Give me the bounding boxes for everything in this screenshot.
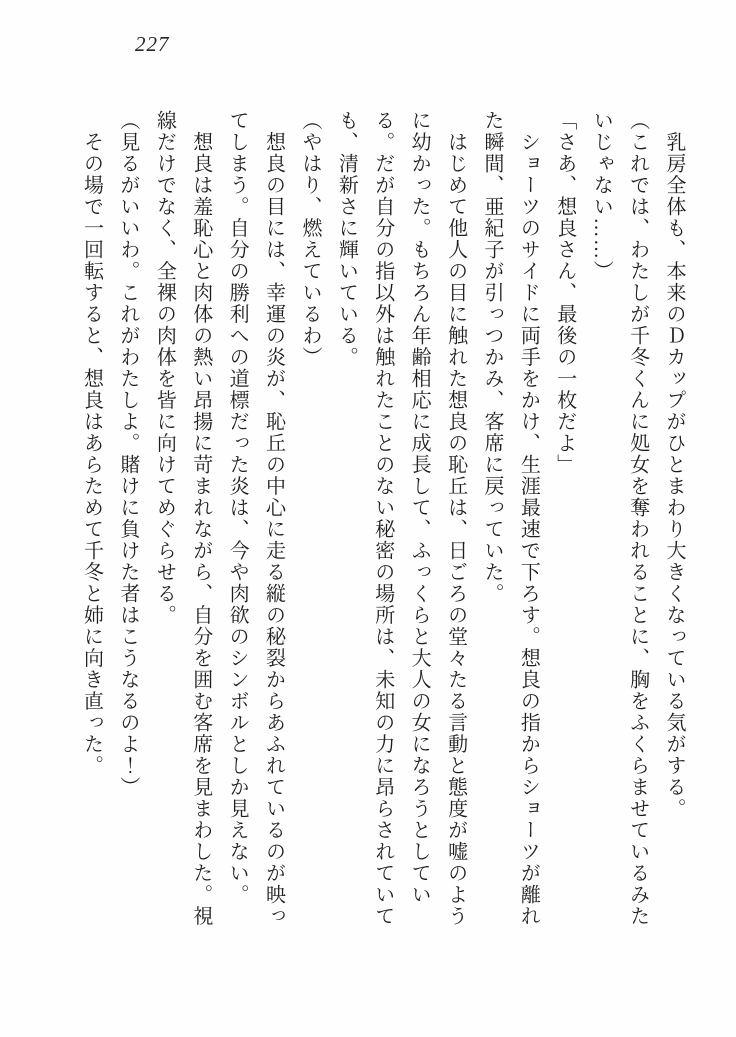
paragraph: その場で一回転すると、想良はあらためて千冬と姉に向き直った。 bbox=[80, 110, 103, 777]
page-number: 227 bbox=[135, 32, 170, 56]
paragraph: はじめて他人の目に触れた想良の恥丘は、日ごろの堂々たる言動と態度が嘘のように幼かった。もちろん年齢相応に成長して、ふっくらと大人の女になろうとしている。だが自分の指以外は触れたことのない秘密の場所は、未知の力に昂らされていても、清新さに輝いている。 bbox=[335, 110, 467, 927]
paragraph: 想良の目には、幸運の炎が、恥丘の中心に走る縦の秘裂からあふれているのが映ってしまう。自分の勝利への道標だった炎は、今や肉欲のシンボルとしか見えない。 bbox=[226, 110, 285, 927]
paragraph: 「さあ、想良さん、最後の一枚だよ」 bbox=[553, 110, 576, 476]
paragraph: 乳房全体も、本来のＤカップがひとまわり大きくなっている気がする。 bbox=[663, 110, 685, 820]
body-text bbox=[73, 110, 692, 932]
paragraph: ショーツのサイドに両手をかけ、生涯最速で下ろす。想良の指からショーツが離れた瞬間、亜紀子が引っつかみ、客席に戻っていた。 bbox=[480, 110, 540, 927]
paragraph: （やはり、燃えているわ） bbox=[298, 110, 321, 368]
paragraph: （これでは、わたしが千冬くんに処女を奪われることに、胸をふくらませているみたいじゃない……） bbox=[590, 110, 649, 927]
paragraph: （見るがいいわ。これがわたしよ。賭けに負けた者はこうなるのよ！） bbox=[116, 110, 139, 798]
paragraph: 想良は羞恥心と肉体の熱い昂揚に苛まれながら、自分を囲む客席を見まわした。視線だけでなく、全裸の肉体を皆に向けてめぐらせる。 bbox=[153, 110, 212, 927]
